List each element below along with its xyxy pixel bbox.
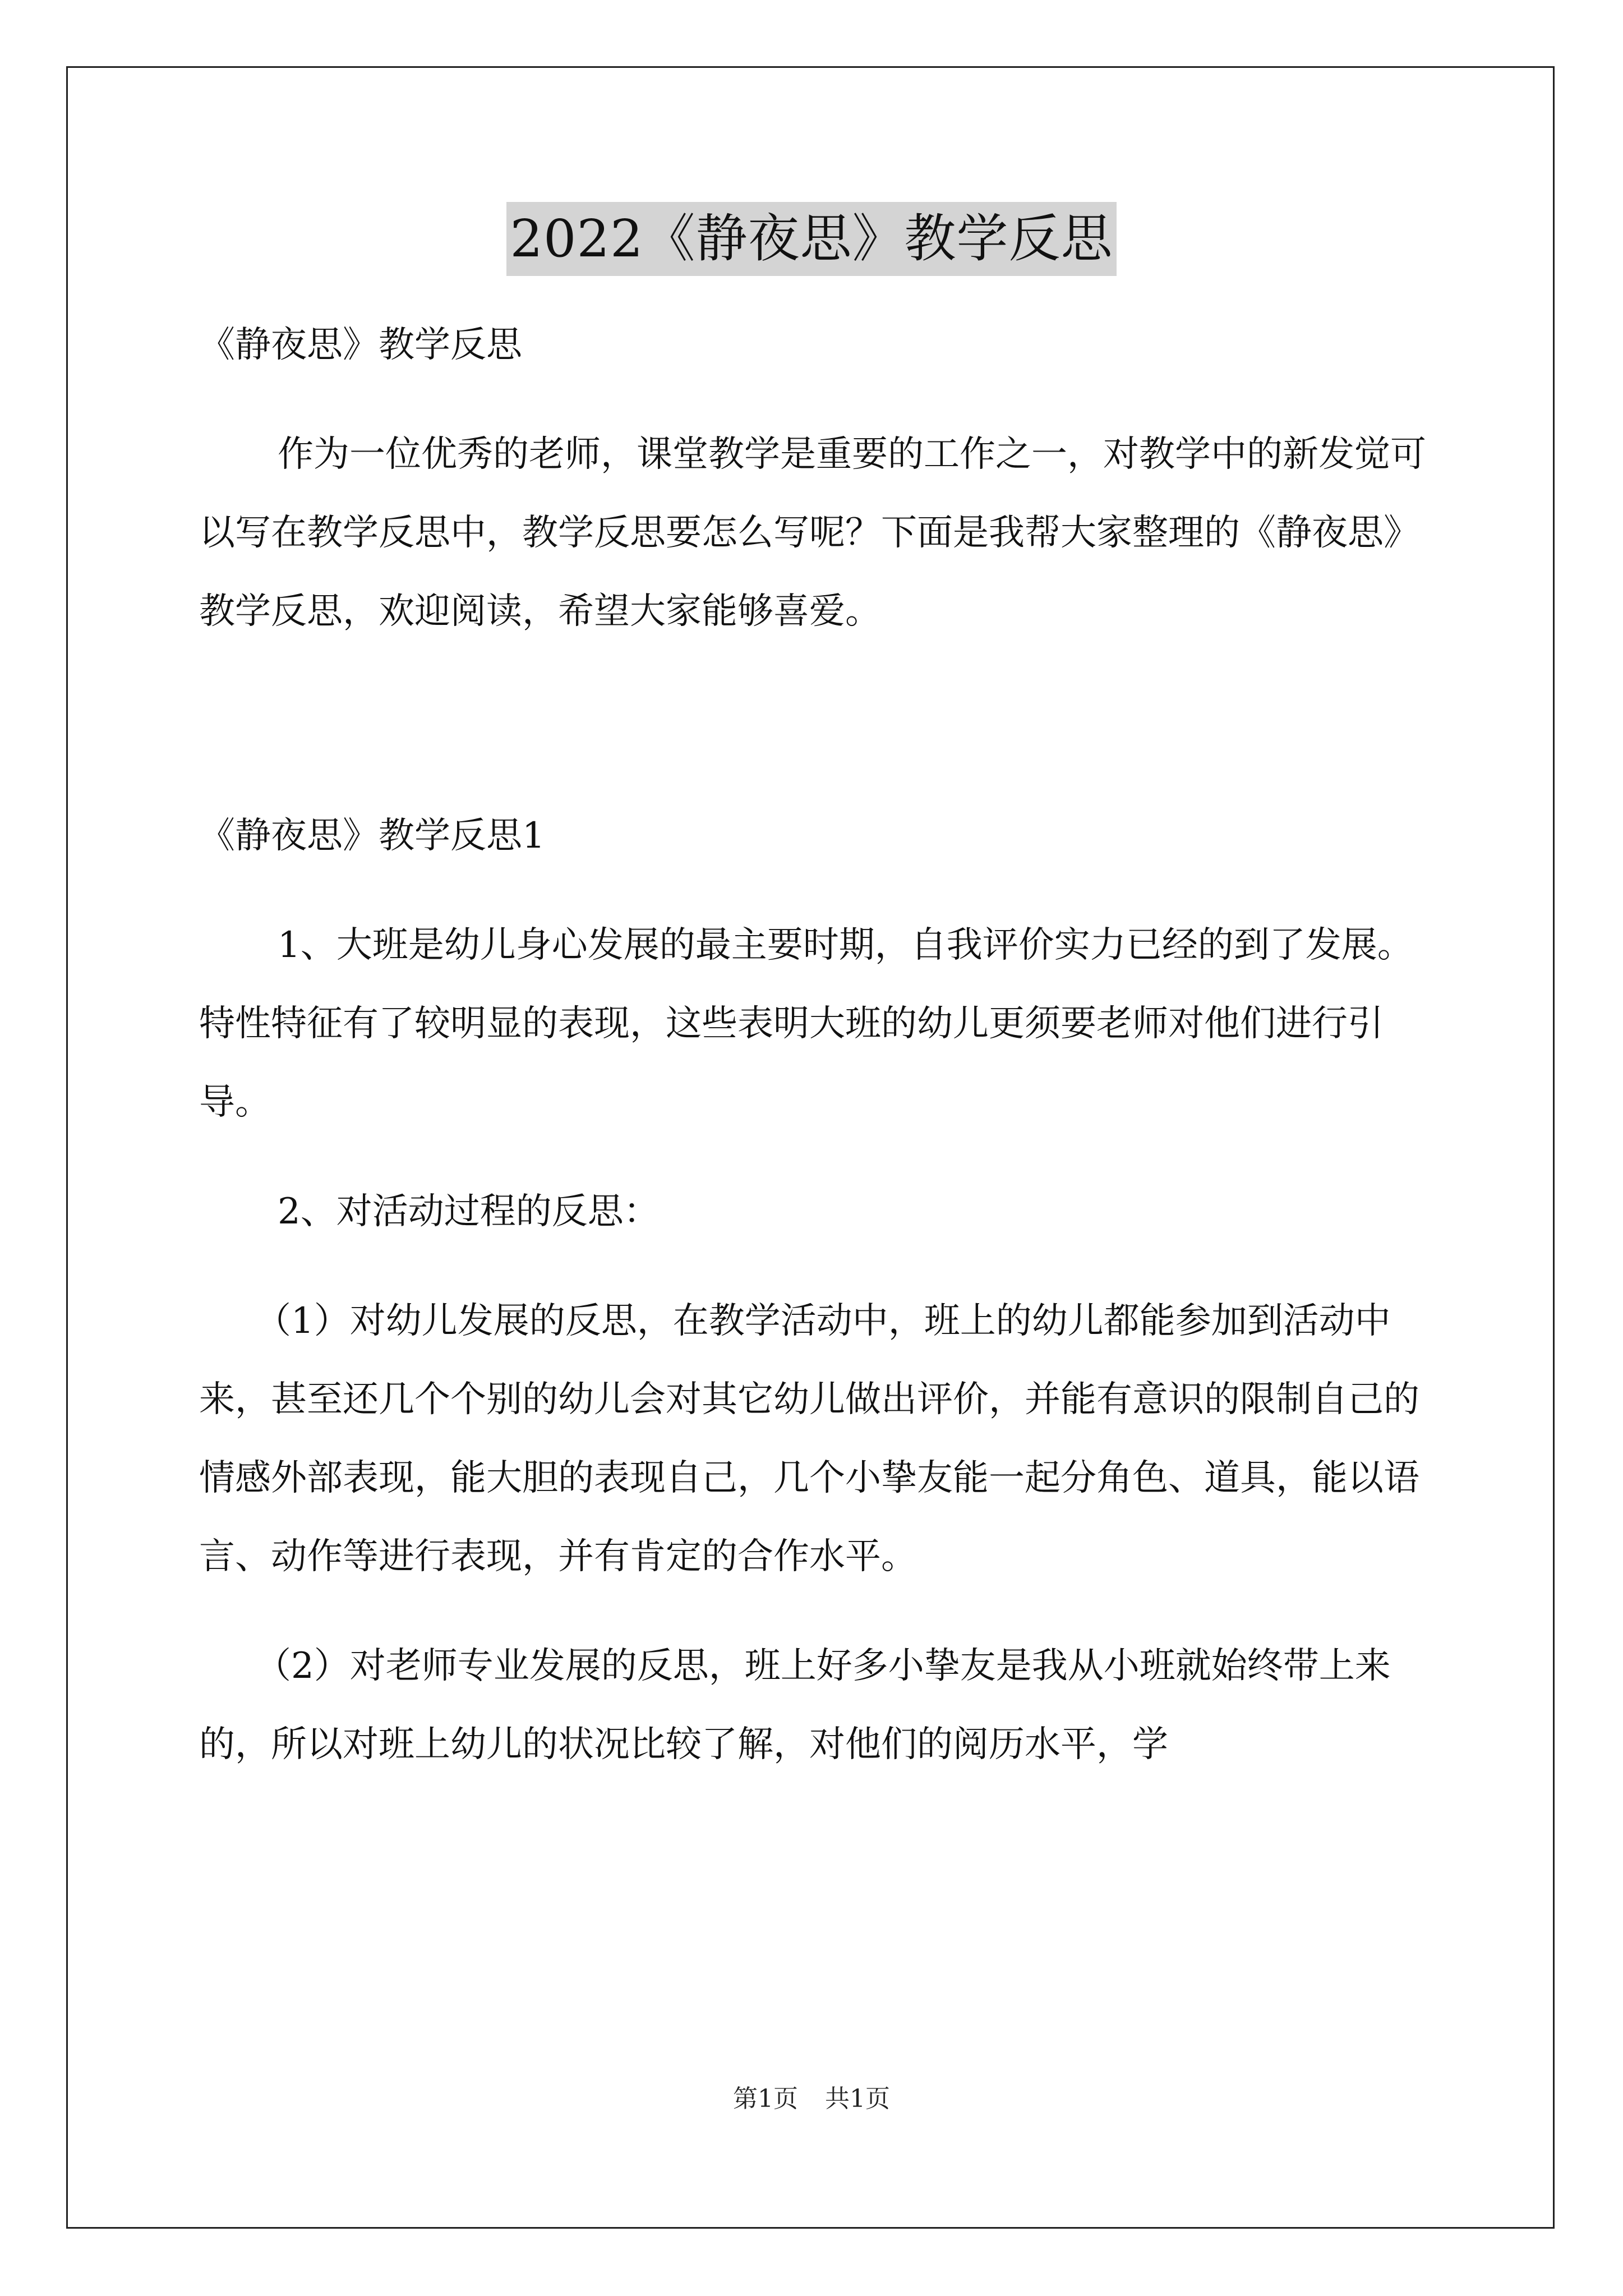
page-number-current: 第1页 <box>733 2085 798 2113</box>
paragraph-4: （2）对老师专业发展的反思，班上好多小挚友是我从小班就始终带上来的，所以对班上幼儿的状况比较了解，对他们的阅历水平，学 <box>199 1645 1391 1765</box>
paragraph-1: 1、大班是幼儿身心发展的最主要时期，自我评价实力已经的到了发展。特性特征有了较明显的表现，这些表明大班的幼儿更须要老师对他们进行引导。 <box>199 924 1413 1123</box>
section-heading: 《静夜思》教学反思1 <box>199 815 545 857</box>
document-body <box>199 306 1433 1784</box>
document-title: 2022《静夜思》教学反思 <box>506 202 1116 276</box>
subtitle: 《静夜思》教学反思 <box>199 324 522 366</box>
page-number-total: 共1页 <box>825 2085 890 2113</box>
paragraph-2: 2、对活动过程的反思： <box>278 1191 660 1232</box>
title-container <box>0 202 1623 276</box>
paragraph-3: （1）对幼儿发展的反思，在教学活动中，班上的幼儿都能参加到活动中来，甚至还几个个别的幼儿会对其它幼儿做出评价，并能有意识的限制自己的情感外部表现，能大胆的表现自己，几个小挚友能一起分角色、道具，能以语言、动作等进行表现，并有肯定的合作水平。 <box>199 1300 1419 1577</box>
page-footer <box>0 2082 1623 2116</box>
intro-paragraph: 作为一位优秀的老师，课堂教学是重要的工作之一，对教学中的新发觉可以写在教学反思中，教学反思要怎么写呢？下面是我帮大家整理的《静夜思》教学反思，欢迎阅读，希望大家能够喜爱。 <box>199 434 1426 632</box>
